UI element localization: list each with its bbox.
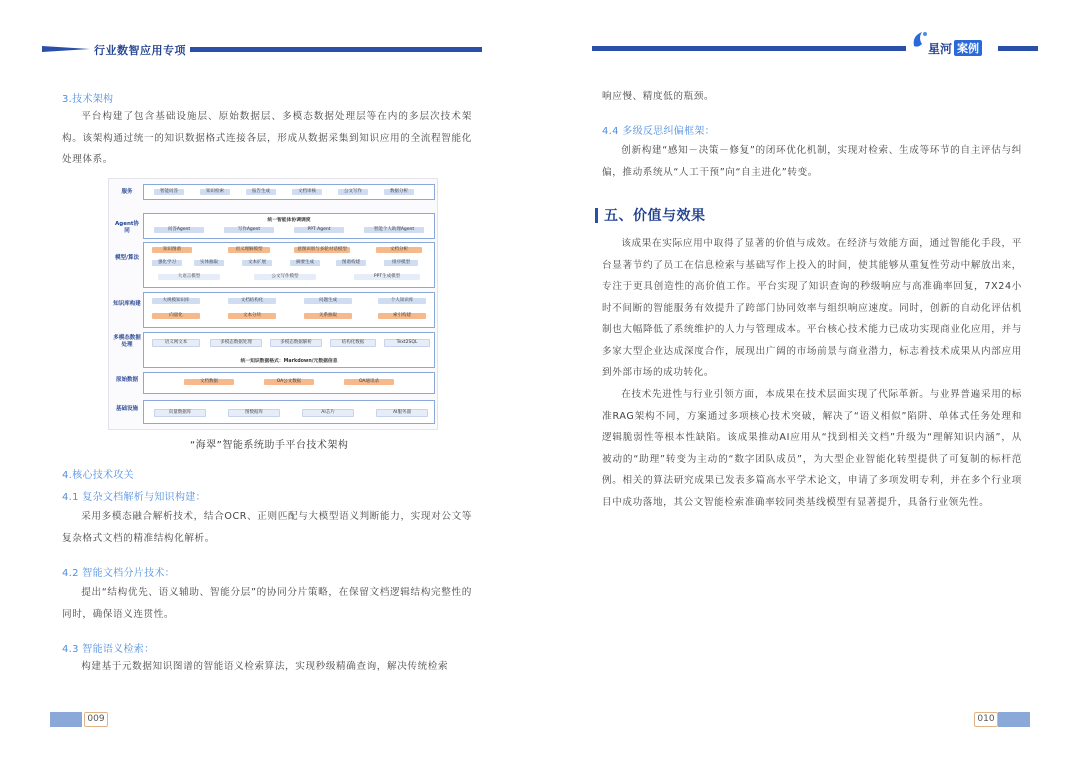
row-infra xyxy=(143,400,435,424)
chip: 强化学习 xyxy=(152,260,182,266)
page-number-decor xyxy=(998,712,1030,727)
chip: PPT生成模型 xyxy=(354,274,420,280)
chip: 排序模型 xyxy=(384,260,418,266)
section-3-title: 3.技术架构 xyxy=(62,94,114,105)
section-4-title: 4.核心技术攻关 xyxy=(62,470,134,481)
row-raw xyxy=(143,372,435,394)
row-label-infra: 基础设施 xyxy=(115,406,138,412)
page-number-decor xyxy=(50,712,82,727)
chip: 智能个人助理Agent xyxy=(364,227,424,233)
chip: 文本分块 xyxy=(228,313,276,319)
row-label-multi: 多模态数据处理 xyxy=(113,335,141,348)
chip: 结构化数据 xyxy=(330,339,376,347)
chip: 实体抽取 xyxy=(194,260,224,266)
chip: 图谱构建 xyxy=(336,260,366,266)
chip: 多模态数据解析 xyxy=(270,339,322,347)
header-decor-line xyxy=(190,47,482,52)
chip: 多模态数据处理 xyxy=(210,339,262,347)
row-kb xyxy=(143,292,435,328)
row-agent xyxy=(143,213,435,239)
chip: 报告生成 xyxy=(246,189,276,195)
continued-text: 响应慢、精度低的瓶颈。 xyxy=(602,91,715,102)
chip: 文档结构化 xyxy=(228,298,276,304)
logo-text: 星河 xyxy=(928,42,953,56)
logo-icon xyxy=(910,28,930,50)
heading-bar xyxy=(595,208,598,223)
figure-caption: “海翠”智能系统助手平台技术架构 xyxy=(190,440,349,451)
row-label-agent: Agent协同 xyxy=(115,221,139,234)
chip: AI服务器 xyxy=(376,409,428,417)
header-decor-line xyxy=(592,46,906,51)
chip: AI芯片 xyxy=(302,409,354,417)
chip: 个人知识库 xyxy=(378,298,426,304)
chip: 语义理解模型 xyxy=(228,247,270,253)
chip: 问题生成 xyxy=(304,298,352,304)
chip: 知识图谱 xyxy=(152,247,192,253)
row-label-service: 服务 xyxy=(121,189,133,195)
row-service xyxy=(143,184,435,200)
chip: 语义网文本 xyxy=(152,339,200,347)
section-43-title: 4.3 智能语义检索： xyxy=(62,644,155,655)
chip: OA公文数据 xyxy=(264,379,314,385)
chip: 数据分析 xyxy=(384,189,414,195)
section-44-text: 创新构建“感知－决策－修复”的闭环优化机制，实现对检索、生成等环节的自主评估与纠偏，推动系统从“人工干预”向“自主进化”转变。 xyxy=(602,145,1022,178)
chip: 关系抽取 xyxy=(304,313,352,319)
chip: 索引构建 xyxy=(378,313,426,319)
value-paragraph-1: 该成果在实际应用中取得了显著的价值与成效。在经济与效能方面，通过智能化手段，平台显著节约了员工在信息检索与基础写作上投入的时间，使其能够从重复性劳动中解放出来，专注于更具创造性的高价值工作。平台实现了知识查询的秒级响应与高准确率回复，7X24小时不间断的智能服务有效提升了跨部门协同效率与组织响应速度。同时，创新的自动化评估机制也大幅降低了系统维护的人力与管理成本。平台核心技术能力已成功实现商业化应用，并与多家大型企业达成深度合作，展现出广阔的市场前景与商业潜力，标志着技术成果从内部应用到外部市场的成功转化。 xyxy=(602,238,1022,378)
header-title: 行业数智应用专项 xyxy=(94,44,186,57)
chip: 向量化 xyxy=(152,313,200,319)
section-3-text: 平台构建了包含基础设施层、原始数据层、多模态数据处理层等在内的多层次技术架构。该架构通过统一的知识数据格式连接各层，形成从数据采集到知识应用的全流程智能化处理体系。 xyxy=(62,111,472,165)
chip: OA通讯录 xyxy=(344,379,394,385)
chip: 文档数据 xyxy=(184,379,234,385)
chip: 向量数据库 xyxy=(154,409,206,417)
chip: 文本扩展 xyxy=(242,260,272,266)
chip: 问答Agent xyxy=(154,227,204,233)
chip: 摘要生成 xyxy=(290,260,320,266)
section-44-title: 4.4 多级反思纠偏框架： xyxy=(602,126,715,137)
architecture-figure xyxy=(108,178,438,430)
value-paragraph-2: 在技术先进性与行业引领方面，本成果在技术层面实现了代际革新。与业界普遍采用的标准RAG架构不同，方案通过多项核心技术突破，解决了“语义相似”陷阱、单体式任务处理和逻辑脆弱性等根本性缺陷。该成果推动AI应用从“找到相关文档”升级为“理解知识内涵”，从被动的“助理”转变为主动的“数字团队成员”，为大型企业智能化转型提供了可复制的标杆范例。相关的算法研究成果已发表多篇高水平学术论文，申请了多项发明专利，并在多个行业项目中成功落地，其公文智能检索准确率较同类基线模型有显著提升，具备行业领先性。 xyxy=(602,389,1022,508)
chip: 文档分析 xyxy=(376,247,422,253)
chip: 图数据库 xyxy=(228,409,280,417)
chip: 知识检索 xyxy=(200,189,230,195)
row-multi xyxy=(143,332,435,368)
row-label-raw: 原始数据 xyxy=(115,377,138,383)
header-decor-tail xyxy=(998,46,1038,51)
chip: 意图识别与多轮对话模型 xyxy=(294,247,350,253)
section-43-text: 构建基于元数据知识图谱的智能语义检索算法，实现秒级精确查询，解决传统检索 xyxy=(81,661,449,672)
chip: 写作Agent xyxy=(224,227,274,233)
right-page xyxy=(540,0,1080,764)
chip: 大语言模型 xyxy=(158,274,220,280)
format-line: 统一知识数据格式：Markdown/元数据信息 xyxy=(240,359,338,364)
section-41-title: 4.1 复杂文档解析与知识构建： xyxy=(62,492,206,503)
chip: 公文写作 xyxy=(338,189,368,195)
chip: 大规模知识库 xyxy=(152,298,200,304)
row-label-model: 模型/算法 xyxy=(114,255,139,261)
chip: PPT Agent xyxy=(294,227,344,233)
section-42-text: 提出“结构优先、语义辅助、智能分层”的协同分片策略，在保留文档逻辑结构完整性的同时，确保语义连贯性。 xyxy=(62,587,472,620)
logo-box: 案例 xyxy=(954,40,982,56)
page-number: 010 xyxy=(974,712,998,727)
section-5-heading: 五、价值与效果 xyxy=(604,208,706,224)
chip: 智能问答 xyxy=(154,189,184,195)
chip: 公文写作模型 xyxy=(254,274,316,280)
page-number: 009 xyxy=(84,712,108,727)
row-label-kb: 知识库构建 xyxy=(113,301,141,307)
row-model xyxy=(143,242,435,288)
chip: Text2SQL xyxy=(384,339,430,347)
chip: 文档审核 xyxy=(292,189,322,195)
agent-title: 统一智能体协调调度 xyxy=(267,218,311,223)
header-decor-arrow xyxy=(42,46,90,52)
section-42-title: 4.2 智能文档分片技术： xyxy=(62,568,175,579)
section-41-text: 采用多模态融合解析技术，结合OCR、正则匹配与大模型语义判断能力，实现对公文等复杂格式文档的精准结构化解析。 xyxy=(62,511,472,544)
